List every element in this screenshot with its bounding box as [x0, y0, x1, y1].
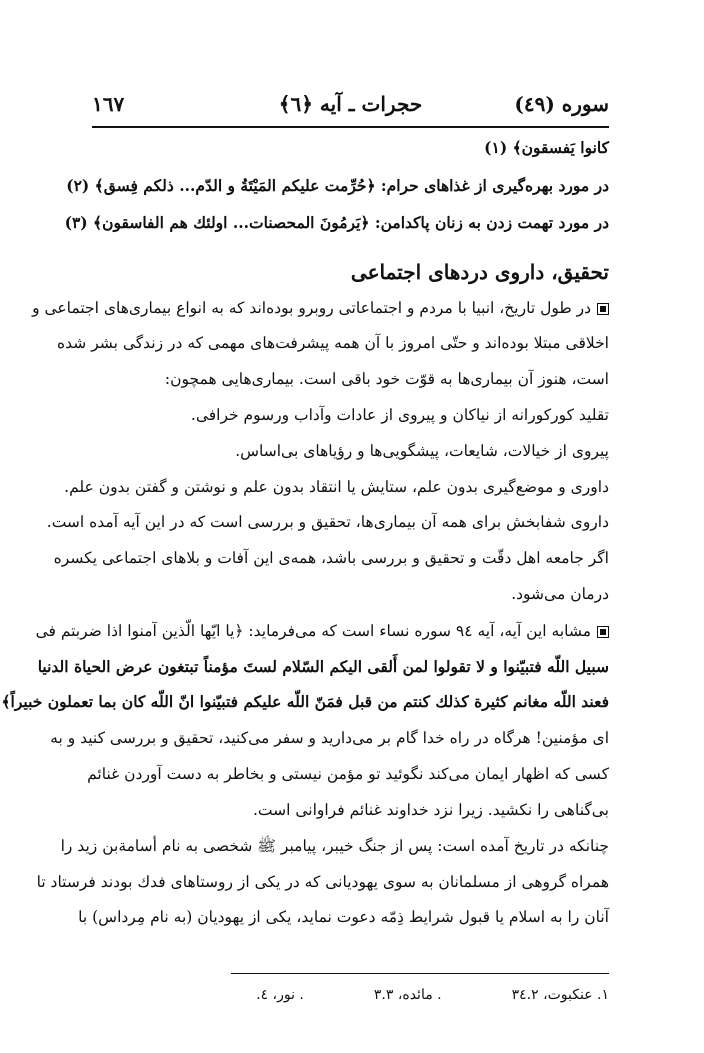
verse-line: سبیل اللّه فتبیّنوا و لا تقولوا لمن أَلقی الیکم السّلام لستَ مؤمناً تبتغون عرض الحیاة الدنیا [37, 657, 609, 676]
footnote-2: ٢. مائده، ٣. [373, 987, 539, 1003]
verse-line-3: در مورد تهمت زدن به زنان پاکدامن: ﴿یَرمُونَ المحصنات... اولئك هم الفاسقون﴾ (٣) [64, 213, 609, 232]
paragraph-line: درمان می‌شود. [511, 585, 609, 603]
paragraph-line: داوری و موضع‌گیری بدون علم، ستایش یا انتقاد بدون علم و نوشتن و گفتن بدون علم. [64, 478, 609, 496]
paragraph-line: پیروی از خیالات، شایعات، پیشگویی‌ها و رؤیاهای بی‌اساس. [235, 442, 609, 460]
paragraph-line: چنانکه در تاریخ آمده است: پس از جنگ خیبر، پیامبر ﷺ شخصی به نام أسامة‌بن زید را [60, 837, 609, 855]
paragraph-line: در طول تاریخ، انبیا با مردم و اجتماعاتی روبرو بوده‌اند که به انواع بیماری‌های اجتماعی و [92, 297, 609, 319]
square-bullet-icon [597, 303, 609, 315]
footnote-3: ٣. نور، ٤. [256, 987, 394, 1003]
running-title: حجرات ـ آیه ﴿٦﴾ [278, 92, 423, 116]
paragraph-line: اگر جامعه اهل دقّت و تحقیق و بررسی باشد، همه‌ی این آفات و بلاهای اجتماعی یکسره [53, 549, 609, 567]
square-bullet-icon [597, 626, 609, 638]
footnote-1: ١. عنکبوت، ٣٤. [511, 987, 609, 1003]
paragraph-line: آنان را به اسلام یا قبول شرایط ذِمّه دعوت نماید، یکی از یهودیان (به نام مِرداس) با [78, 908, 609, 926]
paragraph-line: همراه گروهی از مسلمانان به سوی یهودیانی که در یکی از روستاهای فدك بودند فرستاد تا [36, 873, 609, 891]
footnotes [92, 987, 609, 1003]
verse-line-2: در مورد بهره‌گیری از غذاهای حرام: ﴿حُرِّمت علیکم المَیْتَةُ و الدّم... ذلکم فِسق﴾ (٢) [66, 176, 609, 195]
page-number: ١٦٧ [92, 92, 125, 116]
header-divider [92, 126, 609, 128]
paragraph-line: داروی شفابخش برای همه آن بیماری‌ها، تحقیق و بررسی است که در این آیه آمده است. [46, 513, 609, 531]
paragraph-line: کسی که اظهار ایمان می‌کند نگوئید تو مؤمن نیستی و بخاطر به دست آوردن غنائم [87, 765, 609, 783]
footnote-divider [231, 973, 609, 974]
paragraph-line: اخلاقی مبتلا بوده‌اند و حتّی امروز با آن همه پیشرفت‌های مهمی که در زندگی بشر شده [57, 334, 609, 352]
section-title: تحقیق، داروی دردهای اجتماعی [350, 260, 609, 284]
paragraph-line: بی‌گناهی را نکشید. زیرا نزد خداوند غنائم فراوانی است. [252, 801, 609, 819]
paragraph-line: ای مؤمنین! هرگاه در راه خدا گام بر می‌دارید و سفر می‌کنید، تحقیق و بررسی کنید و به [50, 729, 609, 747]
verse-line-1: کانوا یَفسقون﴾ (١) [484, 138, 609, 157]
surah-label: سوره (٤٩) [514, 92, 609, 116]
paragraph-line: مشابه این آیه، آیه ٩٤ سوره نساء است که می‌فرماید: ﴿یا ایّها الّذین آمنوا اذا ضربتم فی [92, 620, 609, 642]
verse-line: فعند اللّه مغانم کثیرة کذلك کنتم من قبل فمَنّ اللّه علیکم فتبیّنوا انّ اللّه کان بما تعملون خبیراً﴾ [1, 692, 609, 711]
page-header [92, 92, 609, 122]
paragraph-line: است، هنوز آن بیماری‌ها به قوّت خود باقی است. بیماری‌هایی همچون: [164, 370, 609, 388]
paragraph-line: تقلید کورکورانه از نیاکان و پیروی از عادات وآداب ورسوم خرافی. [190, 406, 609, 424]
